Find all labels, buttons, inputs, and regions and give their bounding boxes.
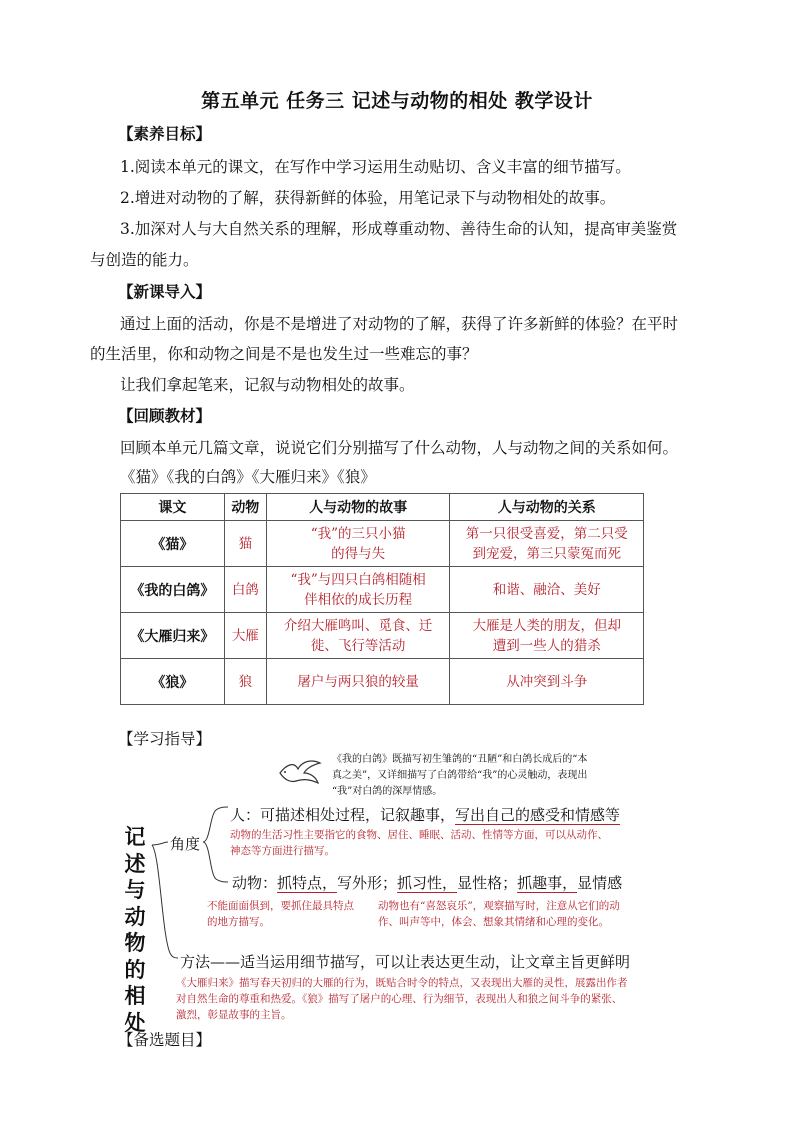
story-line: 伴相依的成长历程 [304, 591, 413, 608]
animal-note-line: 动物也有“喜怒哀乐”，观察描写时，注意从它们的动 [378, 900, 620, 912]
relation-line: 大雁是人类的朋友，但却 [472, 617, 621, 634]
goal-item-3-cont: 与创造的能力。 [90, 251, 199, 269]
animal-point: 抓习性， [397, 874, 458, 892]
relation-line: 和谐、融洽、美好 [492, 581, 601, 598]
guide-heading: 【学习指导】 [118, 730, 212, 748]
animal-cell: 狼 [224, 659, 266, 705]
lesson-cell: 《猫》 [121, 521, 225, 567]
animal-cell: 白鸽 [224, 567, 266, 613]
brace-lines [150, 795, 240, 965]
vertical-title-char: 与 [124, 877, 146, 902]
header-animal: 动物 [224, 494, 266, 521]
review-titles: 《猫》《我的白鸽》《大雁归来》《狼》 [120, 468, 376, 486]
animal-point: 显性格； [457, 874, 518, 892]
story-cell [266, 659, 450, 705]
page-title: 第五单元 任务三 记述与动物的相处 教学设计 [201, 90, 593, 112]
review-text: 回顾本单元几篇文章，说说它们分别描写了什么动物，人与动物之间的关系如何。 [120, 439, 679, 457]
story-line: 介绍大雁鸣叫、觅食、迁 [283, 617, 433, 634]
goal-item-1: 1.阅读本单元的课文，在写作中学习运用生动贴切、含义丰富的细节描写。 [120, 158, 631, 176]
header-lesson: 课文 [121, 494, 225, 521]
dove-note-line: “我”对白鸽的深厚情感。 [332, 786, 443, 797]
story-cell [266, 521, 450, 567]
relation-cell [450, 567, 644, 613]
animal-point: 写外形； [337, 874, 398, 892]
animal-note-line: 作、叫声等中，体会、想象其情绪和心理的变化。 [378, 916, 609, 928]
goals-heading: 【素养目标】 [118, 125, 212, 143]
header-relation: 人与动物的关系 [450, 494, 644, 521]
person-note-line: 动物的生活习性主要指它的食物、居住、睡眠、活动、性情等方面，可以从动作、 [230, 829, 608, 841]
animal-note-line: 不能面面俱到，要抓住最具特点 [207, 900, 354, 912]
goal-item-3: 3.加深对人与大自然关系的理解，形成尊重动物、善待生命的认知，提高审美鉴赏 [120, 220, 678, 238]
method-note-line: 激烈，彰显故事的主旨。 [176, 1009, 292, 1021]
story-line: “我”与四只白鸽相随相 [290, 571, 426, 588]
goal-item-2: 2.增进对动物的了解，获得新鲜的体验，用笔记录下与动物相处的故事。 [120, 189, 616, 207]
method-note [176, 975, 636, 1023]
animal-label: 动物： [232, 874, 278, 892]
dove-icon [276, 757, 324, 787]
relation-line: 遭到一些人的猎杀 [492, 637, 601, 654]
lessons-table [120, 493, 644, 705]
intro-para-line-1: 通过上面的活动，你是不是增进了对动物的了解，获得了许多新鲜的体验？在平时 [120, 315, 679, 333]
intro-heading: 【新课导入】 [118, 283, 212, 301]
table-row [121, 521, 644, 567]
lesson-cell: 《大雁归来》 [121, 613, 225, 659]
animal-note-line: 的地方描写。 [207, 916, 270, 928]
animal-point: 显情感 [577, 874, 623, 892]
relation-line: 到宠爱，第三只蒙冤而死 [472, 545, 621, 562]
story-line: 的得与失 [331, 545, 386, 562]
method-row: 方法——适当运用细节描写，可以让表达更生动，让文章主旨更鲜明 [180, 953, 631, 971]
person-note [230, 827, 650, 859]
lesson-cell: 《狼》 [121, 659, 225, 705]
dove-note-line: 真之美”，又详细描写了白鸽带给“我”的心灵触动，表现出 [332, 770, 588, 781]
intro-para-line-2: 的生活里，你和动物之间是不是也发生过一些难忘的事？ [90, 345, 478, 363]
relation-line: 从冲突到斗争 [506, 673, 588, 690]
person-suffix: 写出自己的感受和情感等 [455, 806, 621, 824]
vertical-title-char: 物 [124, 930, 146, 955]
relation-cell [450, 659, 644, 705]
method-note-line: 对自然生命的尊重和热爱。《狼》描写了屠户的心理、行为细节，表现出人和狼之间斗争的紧张、 [176, 993, 623, 1005]
animal-point: 抓特点， [277, 874, 338, 892]
dove-note-line: 《我的白鸽》既描写初生雏鸽的“丑陋”和白鸽长成后的“本 [332, 754, 588, 765]
angle-label: 角度 [170, 835, 201, 853]
person-prefix: 人：可描述相处过程，记叙趣事， [230, 806, 456, 824]
review-heading: 【回顾教材】 [118, 407, 212, 425]
story-line: 屠户与两只狼的较量 [297, 673, 419, 690]
table-row [121, 659, 644, 705]
relation-cell [450, 521, 644, 567]
vertical-title-char: 的 [124, 956, 146, 982]
animal-note-left [207, 898, 387, 930]
table-row [121, 613, 644, 659]
table-header-row [121, 494, 644, 521]
vertical-title-char: 记 [124, 824, 146, 849]
vertical-title-char: 相 [124, 983, 146, 1008]
alt-heading: 【备选题目】 [118, 1031, 212, 1049]
relation-cell [450, 613, 644, 659]
vertical-title-char: 述 [124, 850, 146, 876]
animal-cell: 大雁 [224, 613, 266, 659]
relation-line: 第一只很受喜爱，第二只受 [465, 525, 628, 542]
method-note-line: 《大雁归来》描写春天初归的大雁的行为，既贴合时令的特点，又表现出大雁的灵性，展露出作者 [176, 977, 628, 989]
table-row [121, 567, 644, 613]
animal-note-right [378, 898, 648, 930]
dove-note [332, 752, 642, 800]
person-row [230, 804, 620, 825]
person-note-line: 神态等方面进行描写。 [230, 845, 335, 857]
story-cell [266, 567, 450, 613]
story-line: 徙、飞行等活动 [310, 637, 406, 654]
vertical-title [122, 824, 148, 1036]
intro-para-2: 让我们拿起笔来，记叙与动物相处的故事。 [120, 376, 415, 394]
story-cell [266, 613, 450, 659]
story-line: “我”的三只小猫 [310, 525, 406, 542]
animal-row [232, 872, 622, 893]
lesson-cell: 《我的白鸽》 [121, 567, 225, 613]
header-story: 人与动物的故事 [266, 494, 450, 521]
vertical-title-char: 处 [124, 1009, 146, 1035]
animal-cell: 猫 [224, 521, 266, 567]
vertical-title-char: 动 [124, 903, 146, 929]
animal-point: 抓趣事， [517, 874, 578, 892]
